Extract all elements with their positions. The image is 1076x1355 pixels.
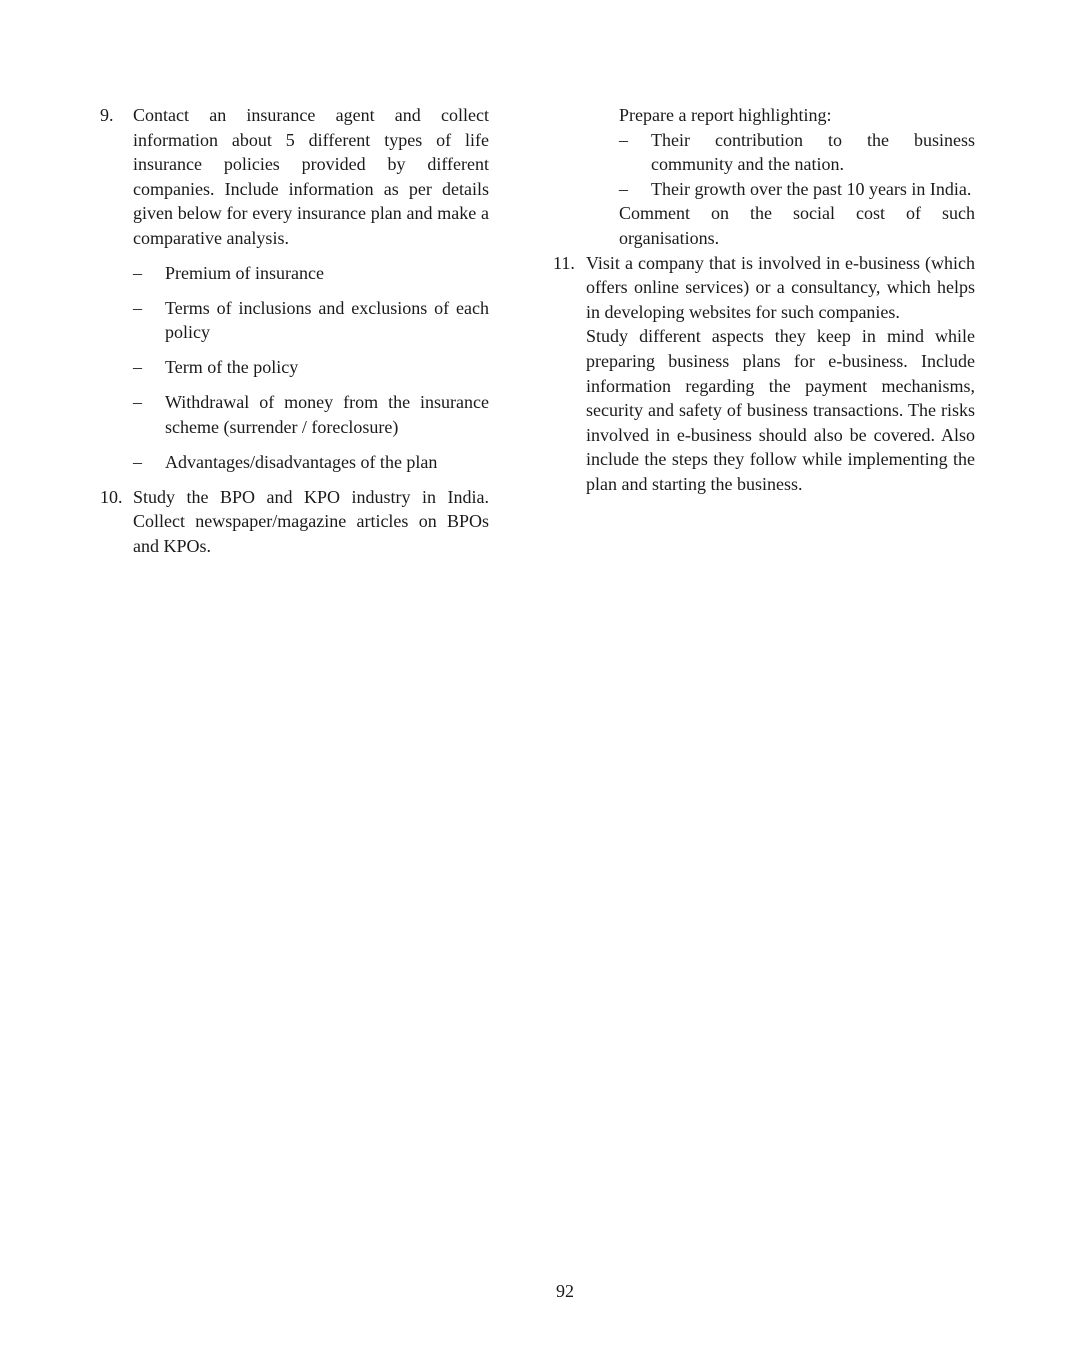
report-point-text: Their contribution to the business community and the nation.: [651, 129, 975, 175]
detail-text: Withdrawal of money from the insurance scheme (surrender / foreclosure): [165, 392, 489, 437]
item-text: Study the BPO and KPO industry in India. Collect newspaper/magazine articles on BPOs and KPOs.: [133, 486, 489, 556]
detail-text: Advantages/disadvantages of the plan: [165, 451, 438, 472]
list-item-10-continued: [586, 103, 975, 251]
list-item-9: [100, 103, 489, 474]
dash-bullet: –: [133, 357, 142, 378]
report-points-list: [619, 128, 975, 202]
dash-bullet: –: [619, 129, 628, 150]
page-number: 92: [556, 1281, 574, 1301]
detail-text: Term of the policy: [165, 357, 299, 378]
report-point: [619, 128, 975, 177]
report-intro: Prepare a report highlighting:: [619, 105, 832, 125]
dash-bullet: –: [619, 178, 628, 199]
item-number: 11.: [553, 252, 575, 273]
detail-item: [133, 450, 489, 475]
detail-text: Terms of inclusions and exclusions of each policy: [165, 297, 489, 343]
detail-text: Premium of insurance: [165, 262, 324, 283]
list-item-10: [100, 485, 489, 559]
detail-item: [133, 296, 489, 345]
item-text: Visit a company that is involved in e-business (which offers online services) or a consultancy, which helps in developing websites for such companies.: [586, 252, 975, 322]
item-number: 10.: [100, 486, 123, 507]
dash-bullet: –: [133, 262, 142, 283]
left-column: [100, 103, 489, 558]
dash-bullet: –: [133, 451, 142, 472]
dash-bullet: –: [133, 297, 142, 318]
social-cost-comment: Comment on the social cost of such organisations.: [619, 203, 975, 248]
detail-item: [133, 390, 489, 439]
item-text: Contact an insurance agent and collect information about 5 different types of life insurance policies provided by different companies. Include information as per details given below for every insurance plan and make a comparative analysis.: [133, 105, 489, 248]
list-item-11: [553, 251, 975, 497]
study-text: Study different aspects they keep in mind while preparing business plans for e-business. Include information regarding the payment mechanisms, security and safety of business transactions. The risks involved in e-business should also be covered. Also include the steps they follow while implementing the plan and starting the business.: [586, 326, 975, 494]
detail-list: [133, 261, 489, 475]
dash-bullet: –: [133, 392, 142, 413]
right-column: [553, 103, 975, 497]
report-point: [619, 177, 975, 202]
detail-item: [133, 355, 489, 380]
item-number: 9.: [100, 105, 114, 125]
report-point-text: Their growth over the past 10 years in India.: [651, 178, 972, 199]
detail-item: [133, 261, 489, 286]
